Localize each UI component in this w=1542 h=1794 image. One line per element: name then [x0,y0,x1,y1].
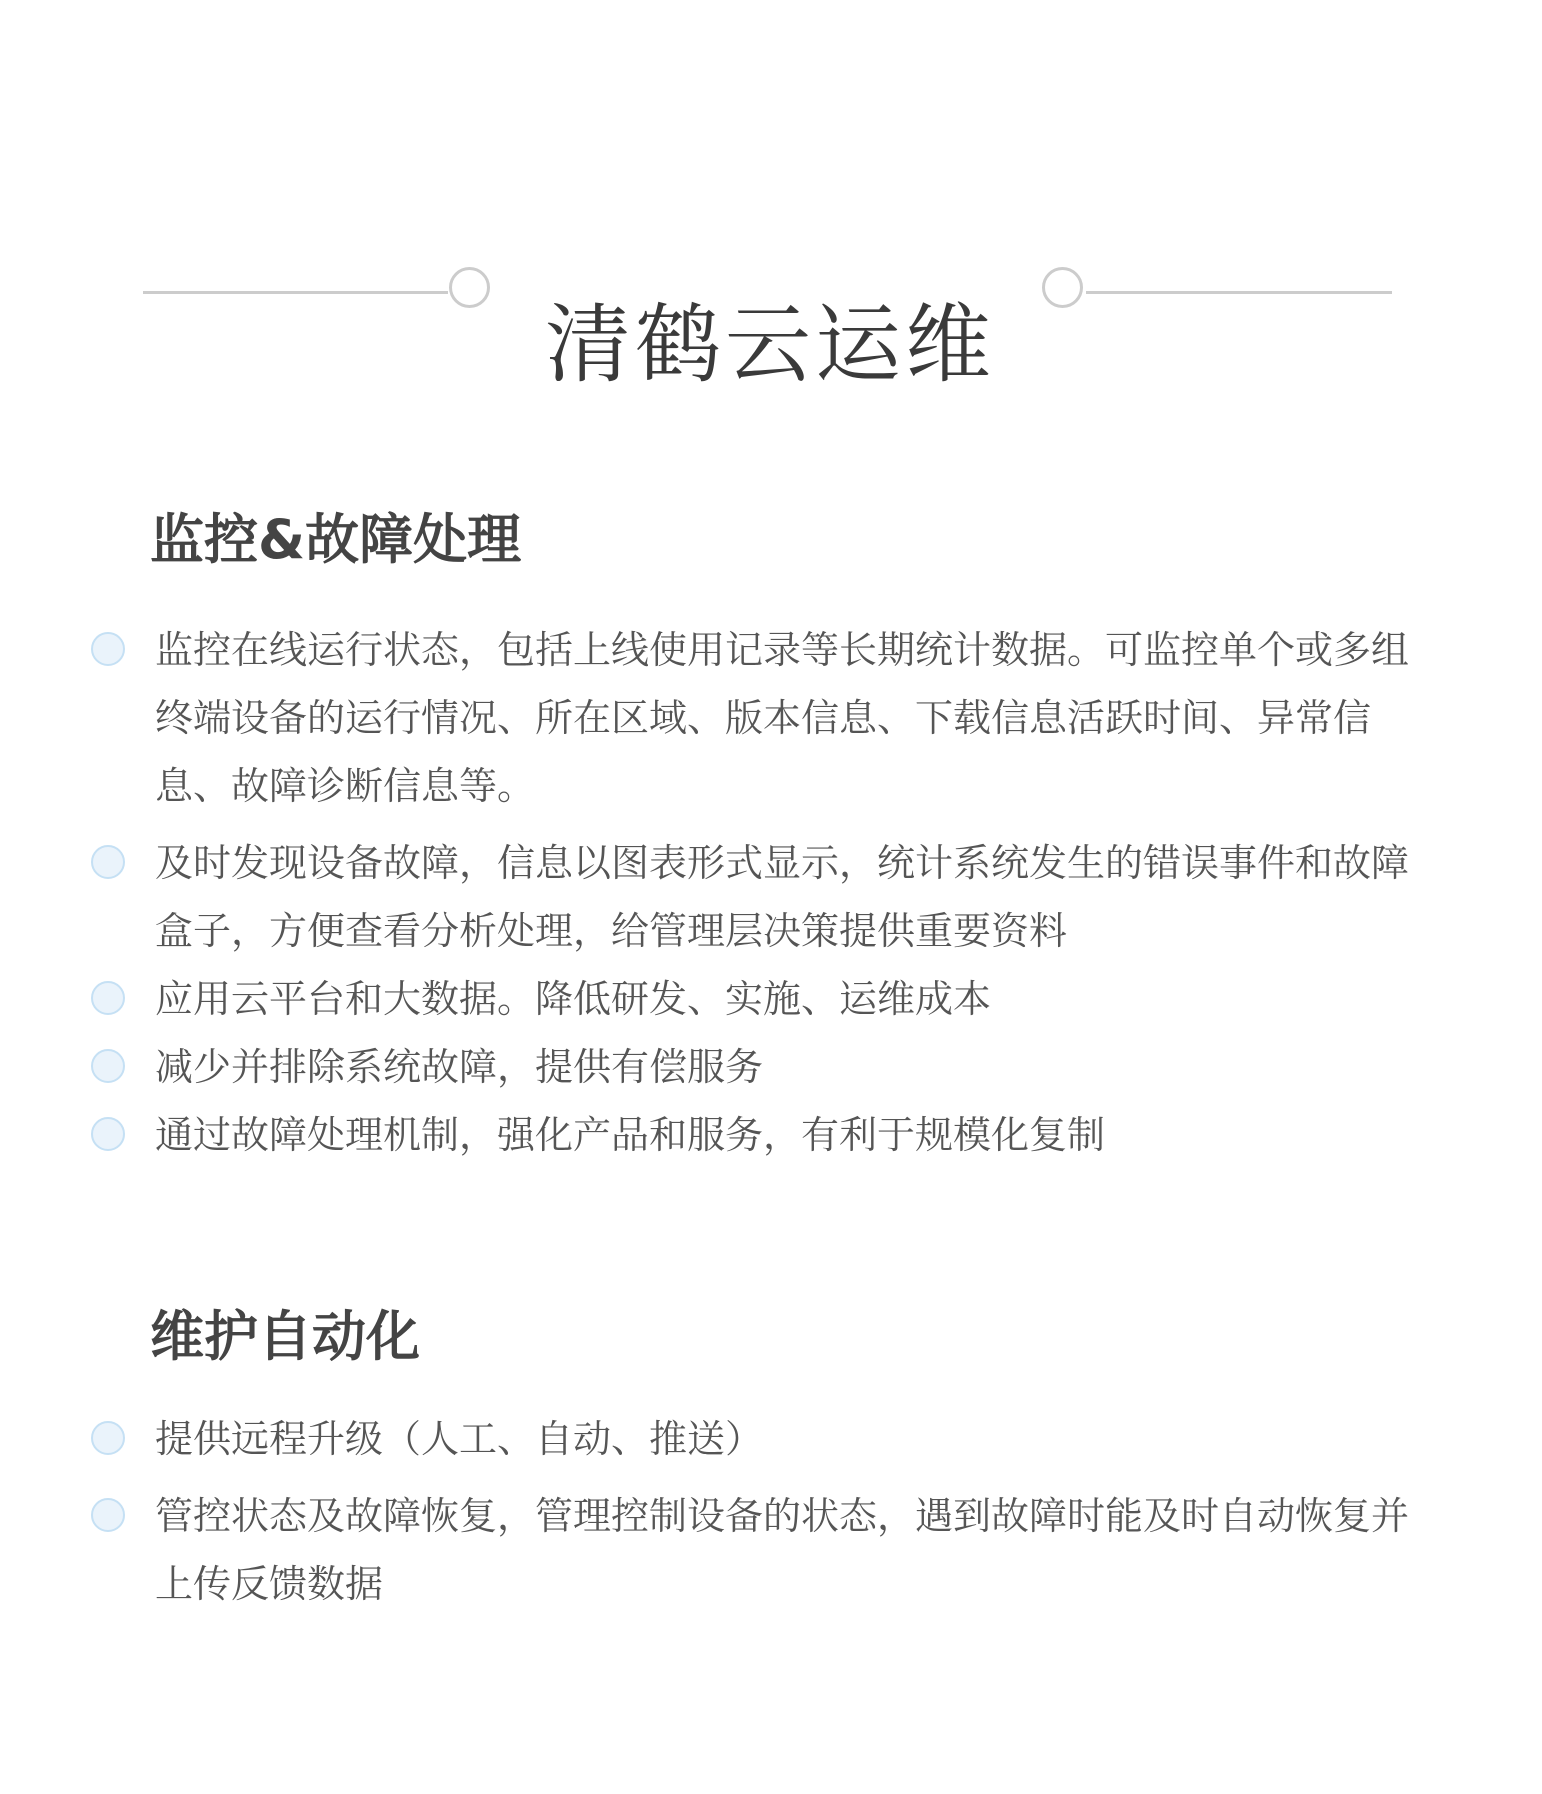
circle-ornament-left [449,267,490,308]
bullet-circle-icon [91,981,125,1015]
list-item [0,616,1435,820]
title-header [0,0,1542,420]
bullet-circle-icon [91,1421,125,1455]
circle-ornament-right [1042,267,1083,308]
list-item [0,1101,1435,1169]
list-item [0,829,1435,965]
monitoring-feature-list [0,616,1542,1169]
list-item-text: 减少并排除系统故障，提供有偿服务 [155,1045,764,1089]
list-item-text: 应用云平台和大数据。降低研发、实施、运维成本 [155,977,992,1021]
bullet-circle-icon [91,845,125,879]
list-item-text: 提供远程升级（人工、自动、推送） [155,1417,764,1461]
section-heading-automation: 维护自动化 [150,1305,420,1368]
list-item-text: 通过故障处理机制，强化产品和服务，有利于规模化复制 [155,1113,1106,1157]
bullet-circle-icon [91,1049,125,1083]
list-item [0,965,1435,1033]
list-item [0,1033,1435,1101]
bullet-circle-icon [91,1117,125,1151]
page-title: 清鹤云运维 [545,294,995,395]
list-item-text: 及时发现设备故障，信息以图表形式显示，统计系统发生的错误事件和故障盒子，方便查看分析处理，给管理层决策提供重要资料 [155,841,1410,953]
list-item-text: 监控在线运行状态，包括上线使用记录等长期统计数据。可监控单个或多组终端设备的运行情况、所在区域、版本信息、下载信息活跃时间、异常信息、故障诊断信息等。 [155,628,1410,808]
list-item-text: 管控状态及故障恢复，管理控制设备的状态，遇到故障时能及时自动恢复并上传反馈数据 [155,1494,1410,1606]
title-divider-left [143,291,448,294]
list-item [0,1405,1435,1473]
list-item [0,1482,1435,1618]
automation-feature-list [0,1405,1542,1618]
bullet-circle-icon [91,1498,125,1532]
bullet-circle-icon [91,632,125,666]
title-divider-right [1086,291,1392,294]
section-heading-monitoring: 监控&故障处理 [150,508,522,571]
